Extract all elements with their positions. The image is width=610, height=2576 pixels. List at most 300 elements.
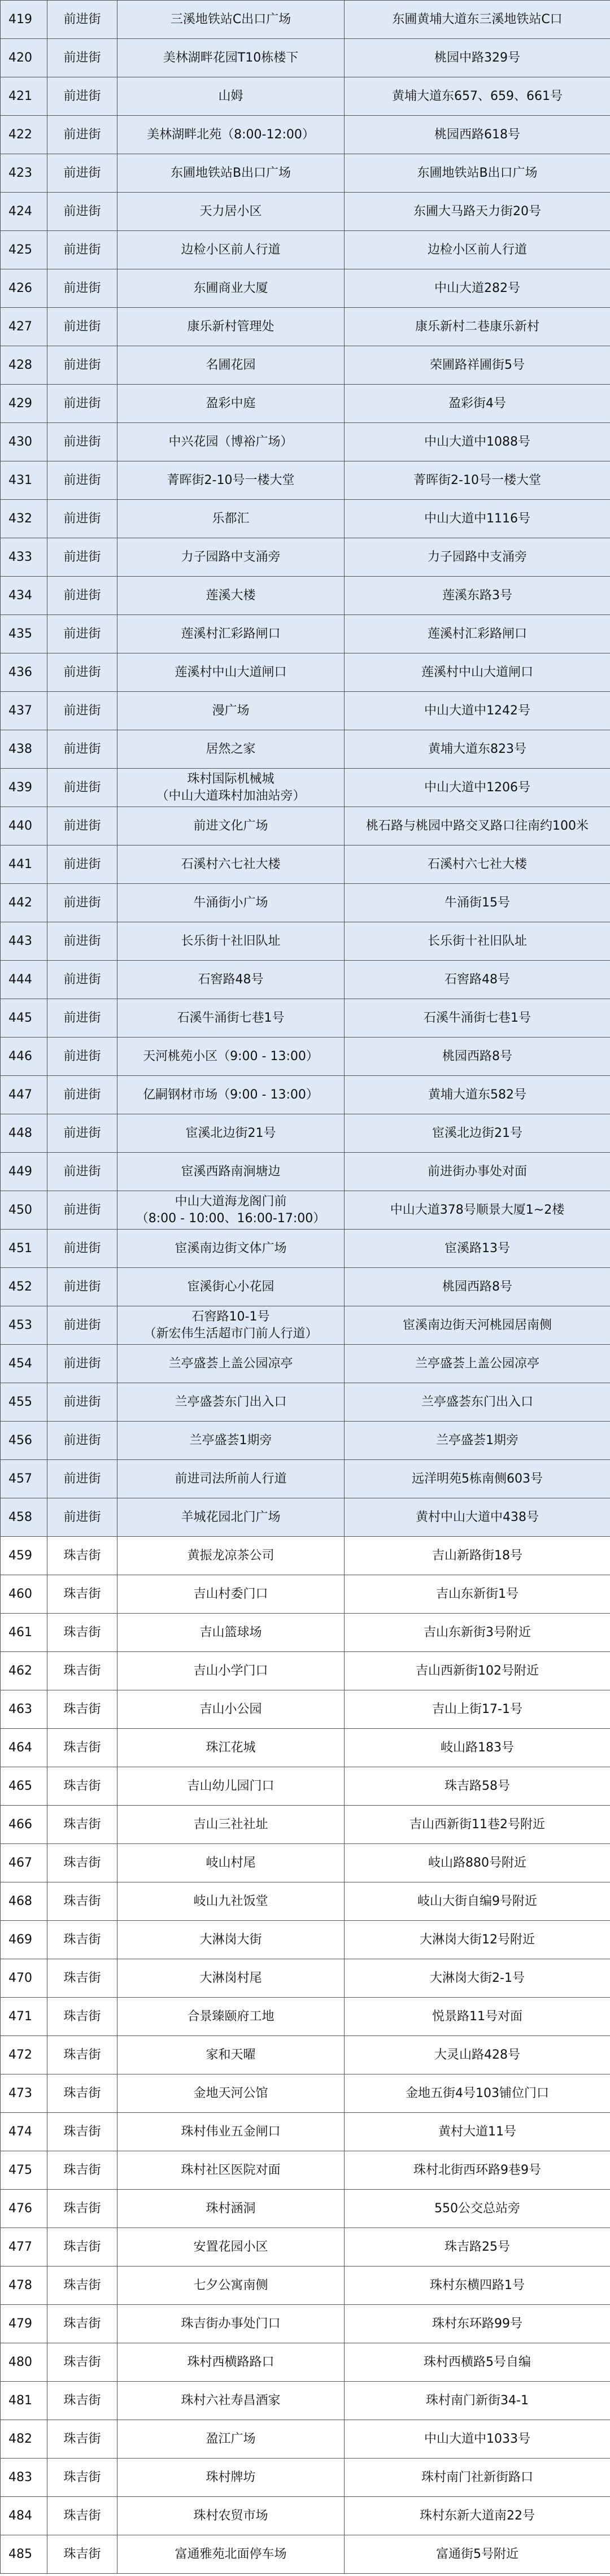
site-name-line: 吉山小学门口 (193, 1663, 268, 1678)
row-number: 460 (1, 1575, 47, 1614)
site-address (345, 2074, 610, 2113)
site-address (345, 2343, 610, 2382)
site-name-line: 珠吉街办事处门口 (181, 2316, 281, 2331)
site-address-line: 悦景路11号对面 (432, 2009, 522, 2024)
table-row (1, 116, 610, 154)
site-name-line: 石溪村六七社大楼 (181, 857, 281, 871)
street-name: 前进街 (47, 385, 117, 423)
site-name (117, 269, 345, 308)
row-number: 467 (1, 1844, 47, 1882)
site-address (345, 577, 610, 615)
row-number: 483 (1, 2459, 47, 2497)
site-address (345, 1345, 610, 1383)
table-row (1, 2074, 610, 2113)
street-name: 前进街 (47, 193, 117, 231)
site-name-line: 山姆 (218, 89, 243, 103)
table-row (1, 2036, 610, 2074)
site-address-line: 富通街5号附近 (436, 2547, 518, 2561)
row-number: 462 (1, 1652, 47, 1690)
site-address-line: 吉山上街17-1号 (432, 1702, 522, 1716)
site-name (117, 653, 345, 692)
street-name: 前进街 (47, 116, 117, 154)
street-name: 珠吉街 (47, 1806, 117, 1844)
table-row (1, 615, 610, 653)
street-name: 珠吉街 (47, 1690, 117, 1729)
site-name (117, 1306, 345, 1345)
site-name-line: 名圃花园 (206, 358, 256, 372)
table-row (1, 1537, 610, 1575)
site-name-line: 居然之家 (206, 742, 256, 756)
row-number: 480 (1, 2343, 47, 2382)
street-name: 珠吉街 (47, 2459, 117, 2497)
site-address-line: 宦溪北边街21号 (432, 1126, 522, 1140)
site-address-line: 大淋岗大街2-1号 (430, 1971, 525, 1985)
site-name-line: 珠江花城 (206, 1740, 256, 1755)
site-name (117, 154, 345, 193)
site-address-line: 东圃地铁站B出口广场 (417, 165, 538, 180)
site-address (345, 653, 610, 692)
table-row (1, 1, 610, 39)
site-name (117, 423, 345, 461)
site-address (345, 2497, 610, 2535)
row-number: 437 (1, 692, 47, 730)
row-number: 419 (1, 1, 47, 39)
site-name (117, 1460, 345, 1498)
table-row (1, 1575, 610, 1614)
site-address-line: 兰亭盛荟东门出入口 (421, 1394, 533, 1409)
site-name (117, 1652, 345, 1690)
street-name: 前进街 (47, 461, 117, 500)
site-address-line: 吉山东新街3号附近 (424, 1625, 531, 1640)
site-address-line: 长乐街十社旧队址 (427, 934, 527, 948)
site-address (345, 1652, 610, 1690)
row-number: 420 (1, 39, 47, 77)
table-row (1, 423, 610, 461)
site-address (345, 2266, 610, 2305)
table-row (1, 1998, 610, 2036)
site-address-line: 岐山路880号附近 (428, 1855, 526, 1870)
site-name (117, 1882, 345, 1921)
street-name: 前进街 (47, 154, 117, 193)
street-name: 珠吉街 (47, 2305, 117, 2343)
site-name-line: 吉山篮球场 (199, 1625, 262, 1640)
street-name: 珠吉街 (47, 1614, 117, 1652)
table-row (1, 385, 610, 423)
site-name-line: 中兴花园（博裕广场） (168, 434, 293, 449)
table-row (1, 538, 610, 577)
site-address-line: 力子园路中支涌旁 (427, 550, 527, 564)
table-row (1, 39, 610, 77)
site-address (345, 884, 610, 922)
site-name (117, 730, 345, 769)
site-address-line: 东圃黄埔大道东三溪地铁站C口 (392, 12, 563, 27)
site-name (117, 2382, 345, 2420)
site-address (345, 500, 610, 538)
site-address-line: 桃石路与桃园中路交叉路口往南约100米 (366, 818, 589, 833)
site-address-line: 桃园中路329号 (434, 50, 520, 65)
site-address-line: 石窖路48号 (445, 972, 510, 987)
site-name (117, 2228, 345, 2266)
site-name-line: 美林湖畔花园T10栋楼下 (163, 50, 299, 65)
street-name: 前进街 (47, 1306, 117, 1345)
row-number: 479 (1, 2305, 47, 2343)
street-name: 珠吉街 (47, 2343, 117, 2382)
site-address (345, 385, 610, 423)
site-address (345, 116, 610, 154)
site-name-line: 兰亭盛荟上盖公园凉亭 (168, 1356, 293, 1371)
site-name (117, 845, 345, 884)
row-number: 473 (1, 2074, 47, 2113)
site-address (345, 730, 610, 769)
site-address (345, 1729, 610, 1767)
street-name: 前进街 (47, 961, 117, 999)
table-row (1, 346, 610, 385)
row-number: 446 (1, 1038, 47, 1076)
site-name (117, 1767, 345, 1806)
row-number: 471 (1, 1998, 47, 2036)
site-address (345, 1806, 610, 1844)
row-number: 474 (1, 2113, 47, 2151)
site-name-line: 金地天河公馆 (193, 2086, 268, 2100)
table-row (1, 2497, 610, 2535)
site-name-line: 吉山幼儿园门口 (187, 1779, 274, 1793)
street-name: 前进街 (47, 845, 117, 884)
street-name: 前进街 (47, 1076, 117, 1114)
row-number: 423 (1, 154, 47, 193)
site-name (117, 692, 345, 730)
site-address (345, 39, 610, 77)
row-number: 447 (1, 1076, 47, 1114)
site-name-line: 前进司法所前人行道 (175, 1471, 287, 1486)
site-name-line: 家和天曜 (206, 2047, 256, 2062)
site-name-line: 莲溪村中山大道闸口 (175, 665, 287, 679)
site-address (345, 1153, 610, 1191)
site-name (117, 346, 345, 385)
row-number: 456 (1, 1422, 47, 1460)
street-name: 珠吉街 (47, 1767, 117, 1806)
site-name (117, 308, 345, 346)
table-row (1, 1652, 610, 1690)
site-name-line: 珠村国际机械城 (187, 772, 274, 786)
row-number: 477 (1, 2228, 47, 2266)
site-address-line: 岐山大街自编9号附近 (417, 1894, 537, 1908)
table-body (1, 1, 610, 2574)
site-name-line: 石窖路48号 (198, 972, 264, 987)
site-address-line: 中山大道378号顺景大厦1~2楼 (390, 1202, 565, 1217)
site-address (345, 1959, 610, 1998)
row-number: 425 (1, 231, 47, 269)
site-address-line: 珠吉路58号 (445, 1779, 510, 1793)
site-address-line: 吉山东新街1号 (436, 1586, 518, 1601)
row-number: 453 (1, 1306, 47, 1345)
row-number: 475 (1, 2151, 47, 2190)
site-address-line: 岐山路183号 (441, 1740, 514, 1755)
site-address (345, 2535, 610, 2574)
table-row (1, 2305, 610, 2343)
street-name: 前进街 (47, 577, 117, 615)
site-address-line: 牛涌街15号 (445, 895, 510, 910)
site-name (117, 2305, 345, 2343)
site-address-line: 中山大道中1088号 (424, 434, 530, 449)
table-row (1, 1767, 610, 1806)
site-address (345, 1998, 610, 2036)
street-name: 前进街 (47, 231, 117, 269)
row-number: 469 (1, 1921, 47, 1959)
site-address (345, 1230, 610, 1268)
site-name (117, 769, 345, 807)
row-number: 463 (1, 1690, 47, 1729)
table-row (1, 308, 610, 346)
site-name (117, 961, 345, 999)
table-row (1, 1844, 610, 1882)
site-name-line: 大淋岗村尾 (199, 1971, 262, 1985)
site-address-line: 石溪牛涌街七巷1号 (424, 1010, 531, 1025)
row-number: 439 (1, 769, 47, 807)
site-address (345, 2305, 610, 2343)
site-name-line: 黄振龙凉茶公司 (187, 1548, 274, 1563)
table-row (1, 1614, 610, 1652)
street-name: 前进街 (47, 1191, 117, 1230)
row-number: 424 (1, 193, 47, 231)
site-name-line: 珠村西横路路口 (187, 2355, 274, 2369)
site-name (117, 884, 345, 922)
row-number: 459 (1, 1537, 47, 1575)
site-name (117, 2420, 345, 2459)
site-name (117, 1575, 345, 1614)
site-name-line: 盈江广场 (206, 2431, 256, 2446)
table-row (1, 1383, 610, 1422)
site-address (345, 193, 610, 231)
site-name-line: 珠村涵洞 (206, 2201, 256, 2216)
site-name (117, 500, 345, 538)
site-address (345, 1114, 610, 1153)
site-address (345, 1614, 610, 1652)
site-address (345, 461, 610, 500)
table-row (1, 1306, 610, 1345)
site-name-line: 东圃地铁站B出口广场 (170, 165, 291, 180)
site-name-line: 中山大道海龙阁门前 (175, 1194, 287, 1209)
site-name-line: 天河桃苑小区（9:00 - 13:00） (143, 1049, 319, 1063)
table-row (1, 461, 610, 500)
row-number: 434 (1, 577, 47, 615)
row-number: 484 (1, 2497, 47, 2535)
street-name: 珠吉街 (47, 2036, 117, 2074)
street-name: 珠吉街 (47, 2497, 117, 2535)
row-number: 482 (1, 2420, 47, 2459)
street-name: 前进街 (47, 77, 117, 116)
site-address (345, 1076, 610, 1114)
site-address (345, 231, 610, 269)
site-address-line: 中山大道282号 (434, 281, 520, 295)
site-name-line: 吉山村委门口 (193, 1586, 268, 1601)
table-row (1, 1114, 610, 1153)
site-name-line: 菁晖街2-10号一楼大堂 (167, 473, 295, 487)
row-number: 421 (1, 77, 47, 116)
street-name: 前进街 (47, 269, 117, 308)
street-name: 前进街 (47, 692, 117, 730)
site-address (345, 1882, 610, 1921)
site-address (345, 1, 610, 39)
row-number: 461 (1, 1614, 47, 1652)
site-address (345, 1690, 610, 1729)
site-address-line: 吉山新路街18号 (432, 1548, 522, 1563)
site-address-line: 宦溪路13号 (445, 1241, 510, 1256)
site-name-line: 安置花园小区 (193, 2239, 268, 2254)
site-name-line: 兰亭盛荟1期旁 (189, 1433, 272, 1448)
site-address (345, 538, 610, 577)
table-row (1, 730, 610, 769)
site-name-line: （中山大道珠村加油站旁） (156, 788, 306, 803)
site-name (117, 2190, 345, 2228)
table-row (1, 2190, 610, 2228)
site-address-line: 莲溪村汇彩路闸口 (427, 626, 527, 641)
row-number: 458 (1, 1498, 47, 1537)
table-row (1, 1460, 610, 1498)
site-address-line: 中山大道中1116号 (424, 511, 530, 526)
site-name (117, 1690, 345, 1729)
row-number: 468 (1, 1882, 47, 1921)
row-number: 478 (1, 2266, 47, 2305)
site-address-line: 兰亭盛荟1期旁 (436, 1433, 518, 1448)
row-number: 464 (1, 1729, 47, 1767)
street-name: 前进街 (47, 39, 117, 77)
street-name: 前进街 (47, 615, 117, 653)
site-name (117, 1921, 345, 1959)
site-name (117, 77, 345, 116)
site-name-line: 宦溪南边街文体广场 (175, 1241, 287, 1256)
row-number: 435 (1, 615, 47, 653)
site-name-line: 岐山九社饭堂 (193, 1894, 268, 1908)
row-number: 485 (1, 2535, 47, 2574)
site-address (345, 1498, 610, 1537)
site-address (345, 807, 610, 845)
street-name: 前进街 (47, 1038, 117, 1076)
row-number: 438 (1, 730, 47, 769)
row-number: 452 (1, 1268, 47, 1306)
site-name (117, 461, 345, 500)
site-address (345, 2151, 610, 2190)
site-name-line: 莲溪大楼 (206, 588, 256, 603)
site-address (345, 1422, 610, 1460)
street-name: 前进街 (47, 1460, 117, 1498)
street-name: 前进街 (47, 884, 117, 922)
site-name (117, 1844, 345, 1882)
site-address-line: 桃园西路618号 (434, 127, 520, 142)
site-name (117, 231, 345, 269)
site-address-line: 珠村南门社新街路口 (421, 2470, 533, 2485)
site-name-line: 莲溪村汇彩路闸口 (181, 626, 281, 641)
site-name-line: 边检小区前人行道 (181, 242, 281, 257)
table-row (1, 2151, 610, 2190)
site-address (345, 769, 610, 807)
site-name-line: 盈彩中庭 (206, 396, 256, 411)
table-row (1, 807, 610, 845)
site-address (345, 1575, 610, 1614)
site-address (345, 922, 610, 961)
street-name: 前进街 (47, 730, 117, 769)
street-name: 前进街 (47, 1383, 117, 1422)
street-name: 珠吉街 (47, 1959, 117, 1998)
street-name: 前进街 (47, 1, 117, 39)
site-address (345, 1844, 610, 1882)
street-name: 前进街 (47, 922, 117, 961)
site-name-line: 宦溪街心小花园 (187, 1279, 274, 1294)
table-row (1, 1422, 610, 1460)
site-address (345, 346, 610, 385)
row-number: 449 (1, 1153, 47, 1191)
site-address (345, 2190, 610, 2228)
row-number: 442 (1, 884, 47, 922)
street-name: 前进街 (47, 807, 117, 845)
site-address-line: 黄埔大道东657、659、661号 (392, 89, 563, 103)
row-number: 457 (1, 1460, 47, 1498)
site-address-line: 金地五街4号103铺位门口 (406, 2086, 549, 2100)
site-address (345, 1537, 610, 1575)
site-address-line: 荣圃路祥圃街5号 (430, 358, 525, 372)
row-number: 429 (1, 385, 47, 423)
site-address-line: 康乐新村二巷康乐新村 (415, 319, 539, 334)
street-name: 珠吉街 (47, 2266, 117, 2305)
row-number: 432 (1, 500, 47, 538)
site-name-line: 珠村伟业五金闸口 (181, 2124, 281, 2139)
street-name: 前进街 (47, 308, 117, 346)
row-number: 472 (1, 2036, 47, 2074)
site-name-line: 三溪地铁站C出口广场 (170, 12, 291, 27)
row-number: 430 (1, 423, 47, 461)
site-name-line: 珠村社区医院对面 (181, 2163, 281, 2177)
site-address-line: 黄村大道11号 (438, 2124, 516, 2139)
site-address (345, 1383, 610, 1422)
site-name-line: 石溪牛涌街七巷1号 (177, 1010, 285, 1025)
table-row (1, 2266, 610, 2305)
row-number: 441 (1, 845, 47, 884)
site-name-line: 漫广场 (212, 703, 250, 718)
row-number: 426 (1, 269, 47, 308)
site-name (117, 1498, 345, 1537)
site-name-line: 亿嗣钢材市场（9:00 - 13:00） (143, 1087, 319, 1102)
site-address-line: 莲溪村中山大道闸口 (421, 665, 533, 679)
table-row (1, 845, 610, 884)
site-address-line: 边检小区前人行道 (427, 242, 527, 257)
table-row (1, 1959, 610, 1998)
site-address-line: 远洋明苑5栋南侧603号 (412, 1471, 543, 1486)
site-name (117, 2266, 345, 2305)
site-address (345, 77, 610, 116)
site-address (345, 2420, 610, 2459)
site-address-line: 珠吉路25号 (445, 2239, 510, 2254)
site-name-line: 兰亭盛荟东门出入口 (175, 1394, 287, 1409)
site-name (117, 1, 345, 39)
street-name: 珠吉街 (47, 2535, 117, 2574)
site-name (117, 1038, 345, 1076)
site-address (345, 1767, 610, 1806)
site-name (117, 2151, 345, 2190)
site-address-line: 中山大道中1206号 (424, 780, 530, 795)
row-number: 445 (1, 999, 47, 1038)
table-row (1, 1191, 610, 1230)
site-address-line: 珠村东环路99号 (432, 2316, 522, 2331)
street-name: 前进街 (47, 999, 117, 1038)
site-address-line: 大灵山路428号 (434, 2047, 520, 2062)
site-address (345, 308, 610, 346)
street-name: 珠吉街 (47, 1882, 117, 1921)
site-address (345, 961, 610, 999)
site-name-line: 珠村六社寿昌酒家 (181, 2393, 281, 2408)
table-row (1, 884, 610, 922)
site-name-line: 天力居小区 (199, 204, 262, 219)
site-address (345, 2228, 610, 2266)
street-name: 珠吉街 (47, 2190, 117, 2228)
